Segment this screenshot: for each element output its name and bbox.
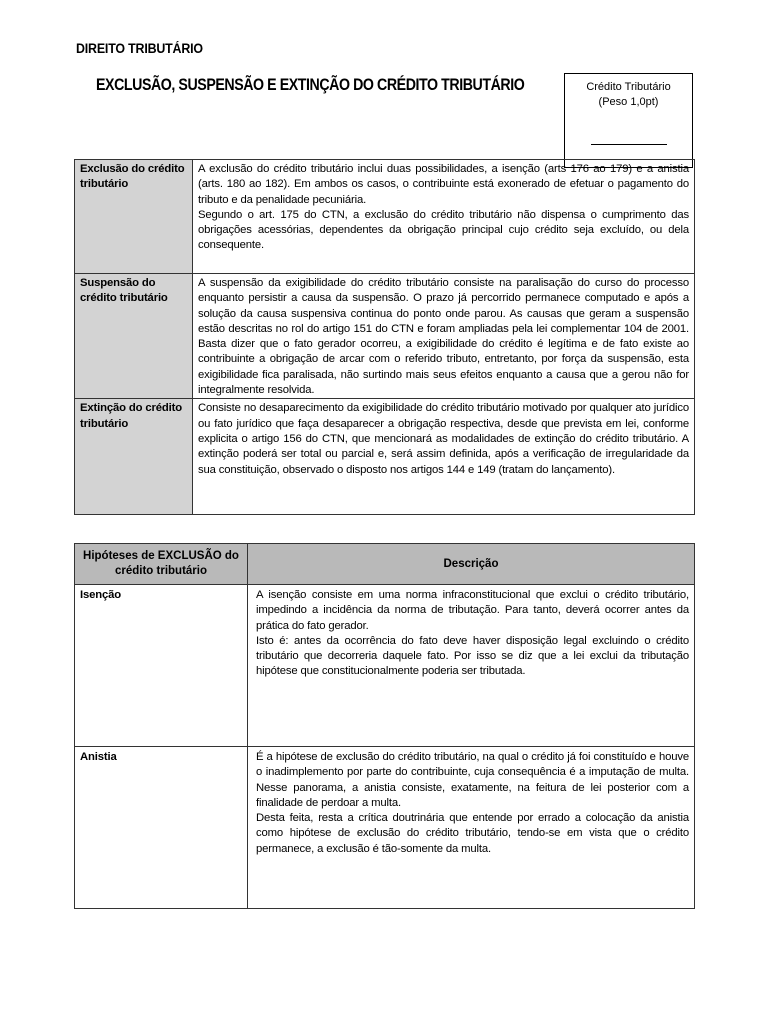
paragraph: Segundo o art. 175 do CTN, a exclusão do crédito tributário não dispensa o cumprimento das obrigações acessórias, dependentes da obrigação principal cujo crédito seja excluído, ou dela consequente. <box>198 208 689 252</box>
paragraph: A suspensão da exigibilidade do crédito tributário consiste na paralisação do curso do processo enquanto persistir a causa da suspensão. O prazo já percorrido permanece computado e após a solução da causa suspensiva continua do ponto onde parou. As causas que geram a suspensão estão descritas no rol do artigo 151 do CTN e foram ampliadas pela lei complementar 104 de 2001. Basta dizer que o fato gerador ocorreu, a exigibilidade do crédito é legítima e de fato existe ao contribuinte a obrigação de arcar com o referido tributo, entretanto, por força da suspensão, esta exigibilidade fica paralisada, não surtindo mais seus efeitos enquanto a causa que a gerou não for integralmente resolvida. <box>198 277 689 397</box>
grade-box-weight: (Peso 1,0pt) <box>598 96 659 108</box>
table-row <box>75 585 695 747</box>
table-row <box>75 747 695 909</box>
hypothesis-label: Anistia <box>75 747 248 909</box>
paragraph: A exclusão do crédito tributário inclui duas possibilidades, a isenção (arts 176 ao 179) e a anistia (arts. 180 ao 182). Em ambos os casos, o contribuinte está exonerado de efetuar o pagamento do tributo e da penalidade pecuniária. <box>198 163 689 206</box>
hypothesis-description <box>248 585 695 747</box>
table-row <box>75 274 695 399</box>
concepts-table <box>74 159 695 515</box>
concept-label: Extinção do crédito tributário <box>75 399 193 515</box>
grade-signature-line <box>591 144 667 145</box>
paragraph: É a hipótese de exclusão do crédito tributário, na qual o crédito já foi constituído e houve o inadimplemento por parte do contribuinte, cuja consequência é a imputação de multa. Nesse panorama, a anistia consiste, exatamente, na feitura de lei posterior com a finalidade de perdoar a multa. <box>256 751 689 809</box>
paragraph: A isenção consiste em uma norma infraconstitucional que exclui o crédito tributário, impedindo a incidência da norma de tributação. Para tanto, deverá ocorrer antes da prática do fato gerador. <box>256 589 689 632</box>
paragraph: Consiste no desaparecimento da exigibilidade do crédito tributário motivado por qualquer ato jurídico ou fato jurídico que faça desaparecer a obrigação respectiva, desde que prevista em lei, conforme explicita o artigo 156 do CTN, que mencionará as modalidades de extinção do crédito tributário. A extinção poderá ser total ou parcial e, será assim definida, após a verificação de irregularidade da sua constituição, observado o disposto nos artigos 144 e 149 (tratam do lançamento). <box>198 402 689 476</box>
column-header-description: Descrição <box>248 544 695 585</box>
hypotheses-table <box>74 543 695 909</box>
hypothesis-label: Isenção <box>75 585 248 747</box>
table-row <box>75 399 695 515</box>
hypothesis-description <box>248 747 695 909</box>
concept-label: Suspensão do crédito tributário <box>75 274 193 399</box>
concept-text <box>193 160 695 274</box>
column-header-hypotheses: Hipóteses de EXCLUSÃO do crédito tributário <box>75 544 248 585</box>
document-subject: DIREITO TRIBUTÁRIO <box>76 41 203 56</box>
grade-box <box>564 73 693 168</box>
table-row <box>75 160 695 274</box>
grade-box-label: Crédito Tributário <box>586 81 671 93</box>
paragraph: Isto é: antes da ocorrência do fato deve haver disposição legal excluindo o crédito tributário que decorreria daquele fato. Por isso se diz que a lei exclui da tributação hipótese que constitucionalmente poderia ser tributada. <box>256 634 689 678</box>
table-header-row <box>75 544 695 585</box>
concept-text <box>193 399 695 515</box>
concept-label: Exclusão do crédito tributário <box>75 160 193 274</box>
paragraph: Desta feita, resta a crítica doutrinária que entende por errado a colocação da anistia como hipótese de exclusão do crédito tributário, tendo-se em vista que o crédito permanece, a exclusão é tão-somente da multa. <box>256 812 689 855</box>
concept-text <box>193 274 695 399</box>
document-title: EXCLUSÃO, SUSPENSÃO E EXTINÇÃO DO CRÉDITO TRIBUTÁRIO <box>96 76 525 94</box>
